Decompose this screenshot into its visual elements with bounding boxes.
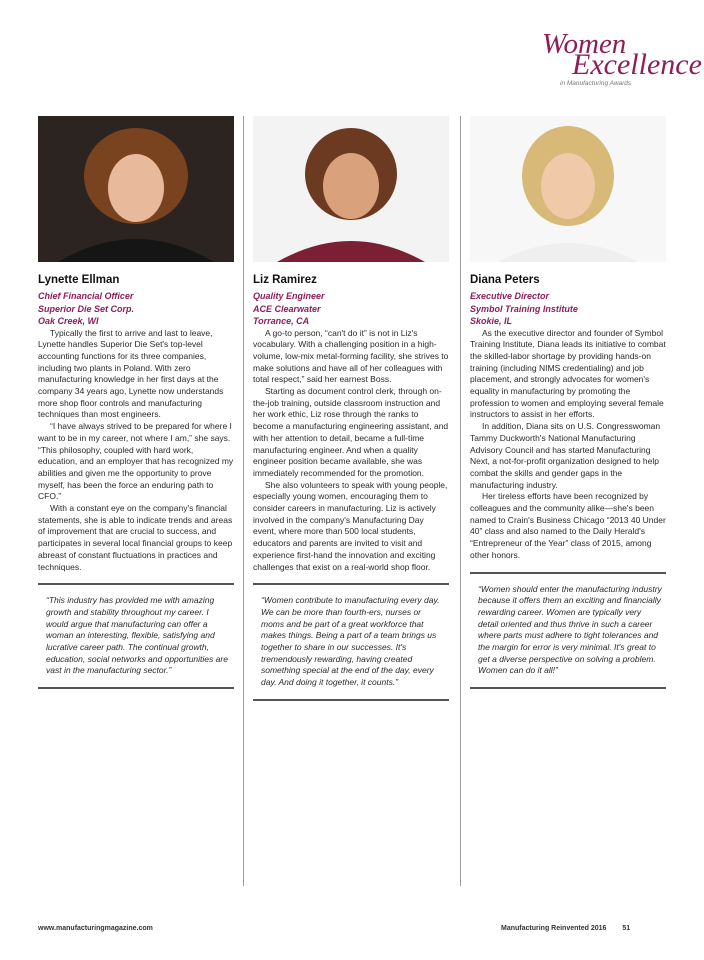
footer-website: www.manufacturingmagazine.com — [38, 925, 153, 932]
body-paragraph: In addition, Diana sits on U.S. Congresswoman Tammy Duckworth's National Manufacturing Advisory Council and has started Manufacturing Next, a not-for-profit organization designed to help combat the skills and gender gaps in the manufacturing industry. — [470, 421, 661, 490]
body-paragraph: As the executive director and founder of Symbol Training Institute, Diana leads its initiative to combat the skilled-labor shortage by providing hands-on training (including NIMS credentialing) and job placement, and strongly advocates for women's equality in manufacturing by promoting the profession to women and employing several female instructors to assist in her efforts. — [470, 327, 666, 420]
profile-name: Diana Peters — [470, 274, 540, 286]
body-paragraph: She also volunteers to speak with young people, especially young women, encouraging them to consider careers in manufacturing. Liz is actively involved in the company's Manufacturing Day event, where more than 500 local students, educators and parents are invited to visit and experience first-hand the innovation and exciting challenges that exist on a real-world shop floor. — [253, 479, 448, 572]
footer-issue — [501, 925, 630, 932]
pull-quote — [38, 583, 234, 689]
profile-column-2 — [253, 116, 449, 701]
company-name: Superior Die Set Corp. — [38, 303, 135, 314]
profile-column-3 — [470, 116, 666, 689]
location: Oak Creek, WI — [38, 316, 99, 326]
profile-name: Lynette Ellman — [38, 274, 120, 286]
logo-subline: in Manufacturing Awards — [560, 80, 632, 87]
job-title: Chief Financial Officer — [38, 291, 134, 301]
portrait-photo — [253, 116, 449, 262]
pull-quote — [253, 583, 449, 701]
company-name: ACE Clearwater — [253, 303, 321, 314]
page-number: 51 — [622, 925, 631, 932]
logo-line-women: Women — [542, 28, 627, 60]
body-paragraph: Typically the first to arrive and last to leave, Lynette handles Superior Die Set's top-level accounting functions for its three companies, including two plants in Poland. With zero manufacturing knowledge in her first days at the company 34 years ago, Lynette now understands more shop floor controls and manufacturing techniques than most engineers. — [38, 327, 224, 420]
pull-quote-text: “Women contribute to manufacturing every day. We can be more than fourth-ers, nurses or moms and be part of a great workforce that makes things. Being a part of a team brings us together to share in our successes. It's tremendously rewarding, having created something special at the end of the day, every day. And doing it together, it counts.” — [261, 595, 440, 688]
women-excellence-logo — [520, 26, 702, 106]
portrait-photo — [38, 116, 234, 262]
column-divider — [243, 116, 244, 886]
location: Torrance, CA — [253, 316, 310, 326]
location: Skokie, IL — [470, 316, 513, 326]
column-divider — [460, 116, 461, 886]
portrait-photo — [470, 116, 666, 262]
company-name: Symbol Training Institute — [470, 303, 578, 314]
body-paragraph: With a constant eye on the company's financial statements, she is able to indicate trends and areas of improvement that are crucial to success, and participates in several local financial groups to keep abreast of constant fluctuations in practices and techniques. — [38, 503, 233, 572]
profile-name: Liz Ramirez — [253, 274, 317, 286]
logo-line-excellence: Excellence — [572, 48, 702, 81]
body-paragraph: A go-to person, “can't do it” is not in Liz's vocabulary. With a challenging position in a high-volume, low-mix metal-forming facility, she strives to make solutions and have all of her colleagues with total respect,” said her earnest Boss. — [253, 327, 449, 385]
body-paragraph: Her tireless efforts have been recognized by colleagues and the community alike—she's been named to Crain's Business Chicago “2013 40 Under 40” class and also named to the Daily Herald's “Entrepreneur of the Year” class of 2015, among other honors. — [470, 491, 666, 560]
profile-column-1 — [38, 116, 234, 689]
job-title: Executive Director — [470, 291, 550, 301]
footer-issue-title: Manufacturing Reinvented 2016 — [501, 925, 607, 932]
pull-quote — [470, 572, 666, 690]
body-paragraph: Starting as document control clerk, through on-the-job training, outside classroom instruction and her work ethic, Liz rose through the ranks to become a manufacturing engineering assistant, and with her attention to detail, became a full-time manufacturing engineer. And when a quality engineer position became available, she was immediately recommended for the promotion. — [253, 386, 449, 478]
job-title: Quality Engineer — [253, 291, 325, 301]
pull-quote-text: “This industry has provided me with amazing growth and stability throughout my career. I would argue that manufacturing can offer a woman an interesting, flexible, satisfying and lucrative career path. The continual growth, education, social networks and opportunities are vast in the manufacturing sector.” — [46, 595, 228, 676]
body-paragraph: “I have always strived to be prepared for where I want to be in my career, not where I am,” she says. “This philosophy, coupled with hard work, education, and an employer that has recognized my abilities and given me the opportunity to prove myself, has been the force an enduring path to CFO.” — [38, 421, 234, 502]
pull-quote-text: “Women should enter the manufacturing industry because it offers them an exciting and financially rewarding career. Women are typically very detail oriented and thus thrive in such a career where parts must adhere to tight tolerances and the margin for error is very minimal. It's great to get a diverse perspective on solving a problem. Women can do it all!” — [478, 583, 662, 676]
